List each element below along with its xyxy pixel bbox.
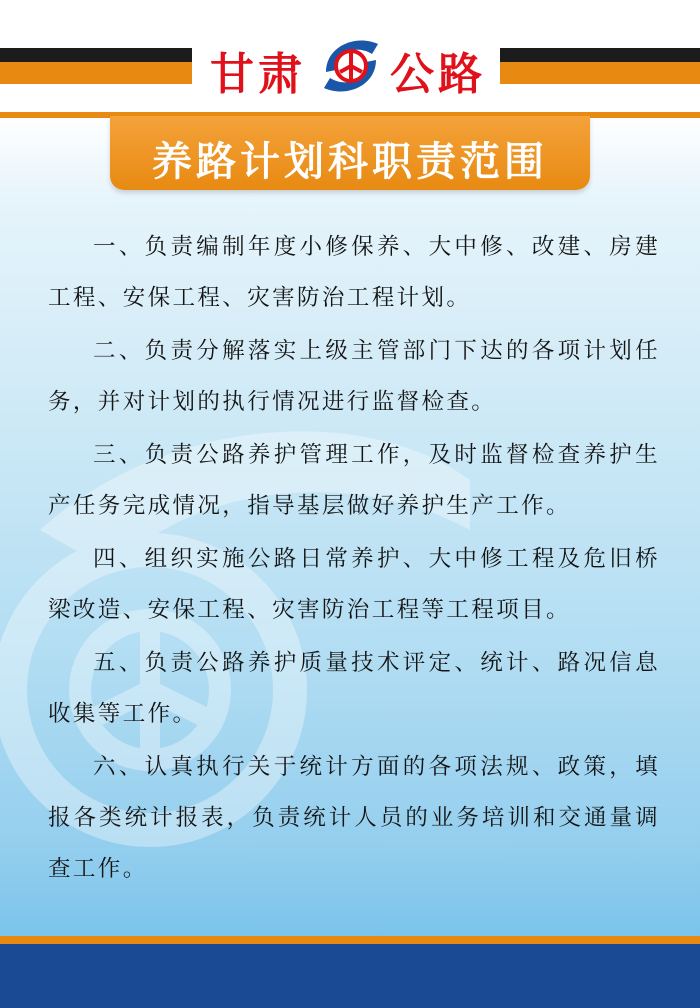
header-bar-orange-left [0,62,192,84]
brand-name-right: 公路 [390,49,486,100]
page-title: 养路计划科职责范围 [152,138,548,185]
title-plate [110,116,590,190]
responsibility-item-2: 二、负责分解落实上级主管部门下达的各项计划任务，并对计划的执行情况进行监督检查。 [48,338,660,415]
brand-name-left: 甘肃 [210,49,306,100]
footer-blue-band [0,944,700,1008]
footer-orange-stripe [0,936,700,944]
responsibility-item-5: 五、负责公路养护质量技术评定、统计、路况信息收集等工作。 [48,650,660,727]
gansu-highway-logo-icon [318,32,384,100]
responsibility-item-6: 六、认真执行关于统计方面的各项法规、政策，填报各类统计报表，负责统计人员的业务培训和交通量调查工作。 [48,754,660,882]
header-bar-black-right [500,48,700,62]
responsibility-item-3: 三、负责公路养护管理工作，及时监督检查养护生产任务完成情况，指导基层做好养护生产工作。 [48,442,660,519]
responsibility-item-4: 四、组织实施公路日常养护、大中修工程及危旧桥梁改造、安保工程、灾害防治工程等工程项目。 [48,546,660,623]
responsibilities-list [48,222,660,897]
header-bar-black-left [0,48,192,62]
responsibility-item-1: 一、负责编制年度小修保养、大中修、改建、房建工程、安保工程、灾害防治工程计划。 [48,234,660,311]
header-bar-orange-right [500,62,700,84]
